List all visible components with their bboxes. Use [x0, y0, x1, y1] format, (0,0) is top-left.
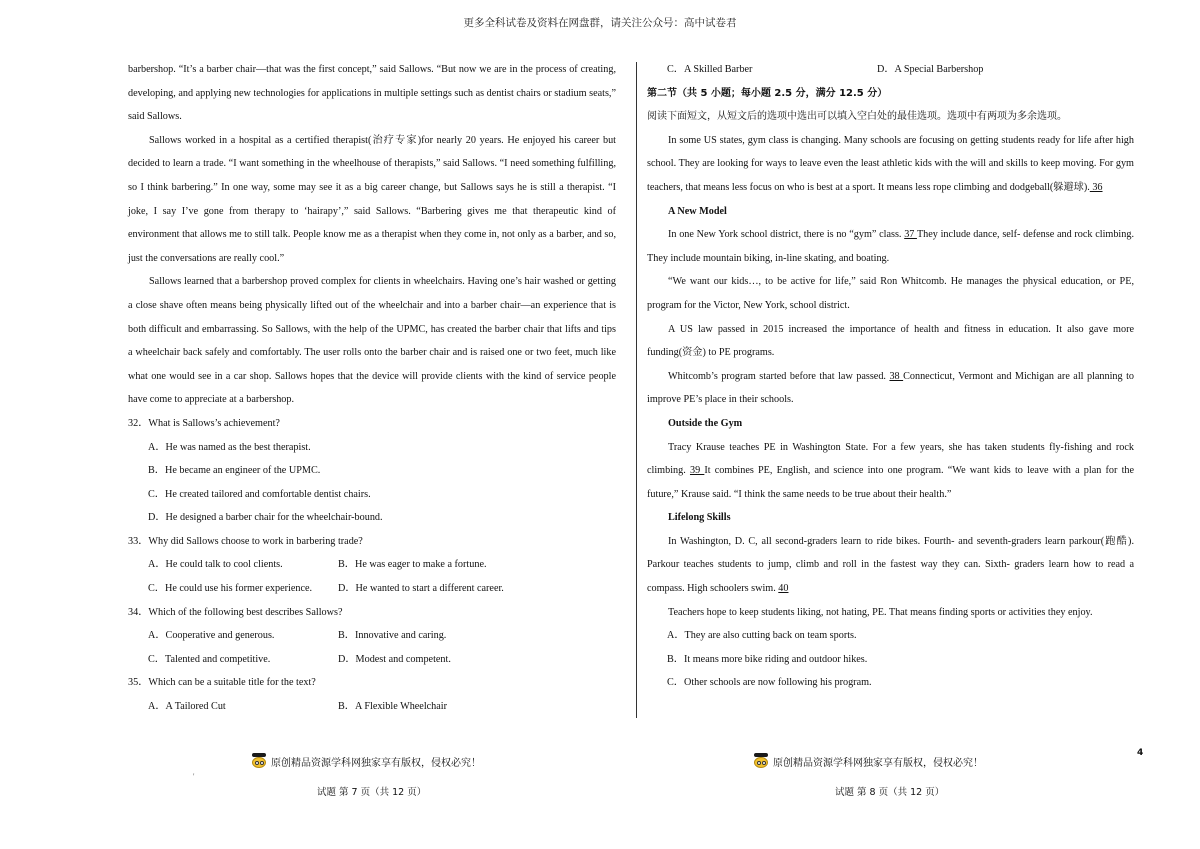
- passage-paragraph: [647, 436, 1134, 507]
- option: D．Modest and competent.: [338, 653, 451, 665]
- option-row: [128, 577, 616, 601]
- option-row: [128, 695, 616, 719]
- option: A．They are also cutting back on team sports.: [667, 630, 857, 642]
- question-35: 35．Which can be a suitable title for the text?: [128, 677, 316, 689]
- paragraph-text: In one New York school district, there is no “gym” class.: [668, 229, 905, 241]
- option: B．A Flexible Wheelchair: [338, 701, 448, 713]
- option: A．A Tailored Cut: [148, 701, 226, 713]
- page-number: 试题 第 8 页（共 12 页）: [835, 787, 945, 798]
- option: D．He wanted to start a different career.: [338, 583, 504, 595]
- option: D．A Special Barbershop: [877, 64, 984, 75]
- top-banner: 更多全科试卷及资料在网盘群，请关注公众号：高中试卷君: [463, 17, 737, 29]
- option: C．He could use his former experience.: [148, 583, 313, 595]
- option: C．Other schools are now following his program.: [667, 677, 872, 689]
- passage-paragraph: Sallows worked in a hospital as a certified therapist(治疗专家)for nearly 20 years. He enjoyed his career but decided to learn a trade. “I want something in the wheelhouse of therapists,” said Sallows. “I need something fulfilling, so I think barbering.” In one way, some may see it as a big career change, but Sallows says he is still a therapist. “I joke, I say I’ve gone from therapy to ‘hairapy’,” said Sallows. “Barbering gives me that therapeutic kind of environment that allows me to still talk. People know me as a therapist when they come in, not only as a barber, and so, just the conversations are really cool.”: [128, 134, 616, 264]
- option: C．Talented and competitive.: [148, 653, 271, 665]
- option: A．He could talk to cool clients.: [148, 559, 283, 571]
- option-row: [647, 58, 1134, 82]
- copyright-note: [752, 753, 983, 769]
- option-row: [128, 624, 616, 648]
- blank-36: 36: [1089, 181, 1103, 193]
- left-column: [128, 58, 616, 719]
- passage-paragraph: “We want our kids…, to be active for life,” said Ron Whitcomb. He manages the physical education, or PE, program for the Victor, New York, school district.: [647, 276, 1134, 311]
- copyright-note: [250, 753, 481, 769]
- section-heading: 第二节（共 5 小题；每小题 2.5 分，满分 12.5 分）: [647, 87, 888, 99]
- logo-icon: [752, 753, 770, 769]
- copyright-text: 原创精品资源学科网独家享有版权，侵权必究！: [773, 757, 983, 769]
- option: A．He was named as the best therapist.: [148, 441, 311, 453]
- option: C．A Skilled Barber: [667, 64, 753, 75]
- paragraph-text: In Washington, D. C, all second-graders learn to ride bikes. Fourth- and seventh-graders learn parkour(跑酷). Parkour teaches students to jump, climb and roll in the fastest way they can. Sixth- graders learn how to read a compass. High schoolers swim.: [647, 535, 1134, 595]
- blank-37: 37: [904, 229, 917, 241]
- right-column: [647, 58, 1134, 695]
- passage-paragraph: A US law passed in 2015 increased the importance of health and fitness in education. It also gave more funding(资金) to PE programs.: [647, 323, 1134, 359]
- paragraph-text: Whitcomb’s program started before that law passed.: [668, 370, 890, 382]
- passage-paragraph: Teachers hope to keep students liking, not hating, PE. That means finding sports or activities they enjoy.: [668, 606, 1093, 618]
- stray-mark: ': [193, 772, 195, 781]
- copyright-text: 原创精品资源学科网独家享有版权，侵权必究！: [271, 757, 481, 769]
- passage-paragraph: barbershop. “It’s a barber chair—that was the first concept,” said Sallows. “But now we are in the process of creating, developing, and applying new technologies for applications in multiple settings such as dentist chairs or stadium seats,” said Sallows.: [128, 64, 616, 123]
- column-divider: [636, 62, 637, 718]
- passage-paragraph: Sallows learned that a barbershop proved complex for clients in wheelchairs. Having one’s hair washed or getting a close shave often means being physically lifted out of the wheelchair and into a barber chair—an experience that is both difficult and embarrassing. So Sallows, with the help of the UPMC, has created the barber chair that lifts and tips a wheelchair back safely and comfortably. The user rolls onto the barber chair and is raised one or two feet, much like what one would see in a car shop. Sallows hopes that the device will provide clients with the kind of service people have come to appreciate at a barbershop.: [128, 276, 616, 406]
- option: C．He created tailored and comfortable dentist chairs.: [148, 488, 371, 500]
- page-number: 试题 第 7 页（共 12 页）: [317, 787, 427, 798]
- blank-39: 39: [689, 465, 705, 477]
- option: B．He was eager to make a fortune.: [338, 559, 487, 571]
- question-34: 34．Which of the following best describes Sallows?: [128, 606, 343, 618]
- passage-paragraph: [647, 530, 1134, 601]
- paragraph-text: In some US states, gym class is changing. Many schools are focusing on getting students ready for life after high school. They are looking for ways to leave even the least athletic kids with the will and skills to keep moving. For gym teachers, that means less focus on who is best at a sport. It means less rope climbing and dodgeball(躲避球).: [647, 134, 1134, 193]
- passage-paragraph: [647, 129, 1134, 200]
- blank-40: 40: [778, 583, 789, 595]
- corner-number: 4: [1137, 748, 1144, 758]
- paragraph-text: It combines PE, English, and science into one program. “We want kids to leave with a plan for the future,” Krause said. “I think the same needs to be true about their health.”: [647, 465, 1135, 500]
- option: B．It means more bike riding and outdoor hikes.: [667, 653, 868, 665]
- option-row: [128, 553, 616, 577]
- passage-paragraph: [647, 365, 1134, 412]
- subheading: A New Model: [668, 205, 727, 217]
- option: B．Innovative and caring.: [338, 630, 447, 642]
- paragraph-text: Tracy Krause teaches PE in Washington State. For a few years, she has taken students fly-fishing and rock climbing.: [647, 441, 1134, 477]
- paragraph-text: They include dance, self- defense and rock climbing. They include mountain biking, in-line skating, and boating.: [647, 229, 1134, 264]
- subheading: Lifelong Skills: [668, 512, 731, 524]
- subheading: Outside the Gym: [668, 417, 743, 429]
- logo-icon: [250, 753, 268, 769]
- option-row: [128, 648, 616, 672]
- question-32: 32．What is Sallows’s achievement?: [128, 417, 280, 429]
- instructions: 阅读下面短文，从短文后的选项中选出可以填入空白处的最佳选项。选项中有两项为多余选项。: [647, 111, 1067, 123]
- question-33: 33．Why did Sallows choose to work in barbering trade?: [128, 535, 363, 547]
- option: B．He became an engineer of the UPMC.: [148, 465, 321, 477]
- option: A．Cooperative and generous.: [148, 630, 275, 642]
- blank-38: 38: [889, 370, 904, 382]
- passage-paragraph: [647, 223, 1134, 270]
- paragraph-text: Connecticut, Vermont and Michigan are all planning to improve PE’s place in their schools.: [647, 370, 1134, 406]
- option: D．He designed a barber chair for the wheelchair-bound.: [148, 512, 383, 524]
